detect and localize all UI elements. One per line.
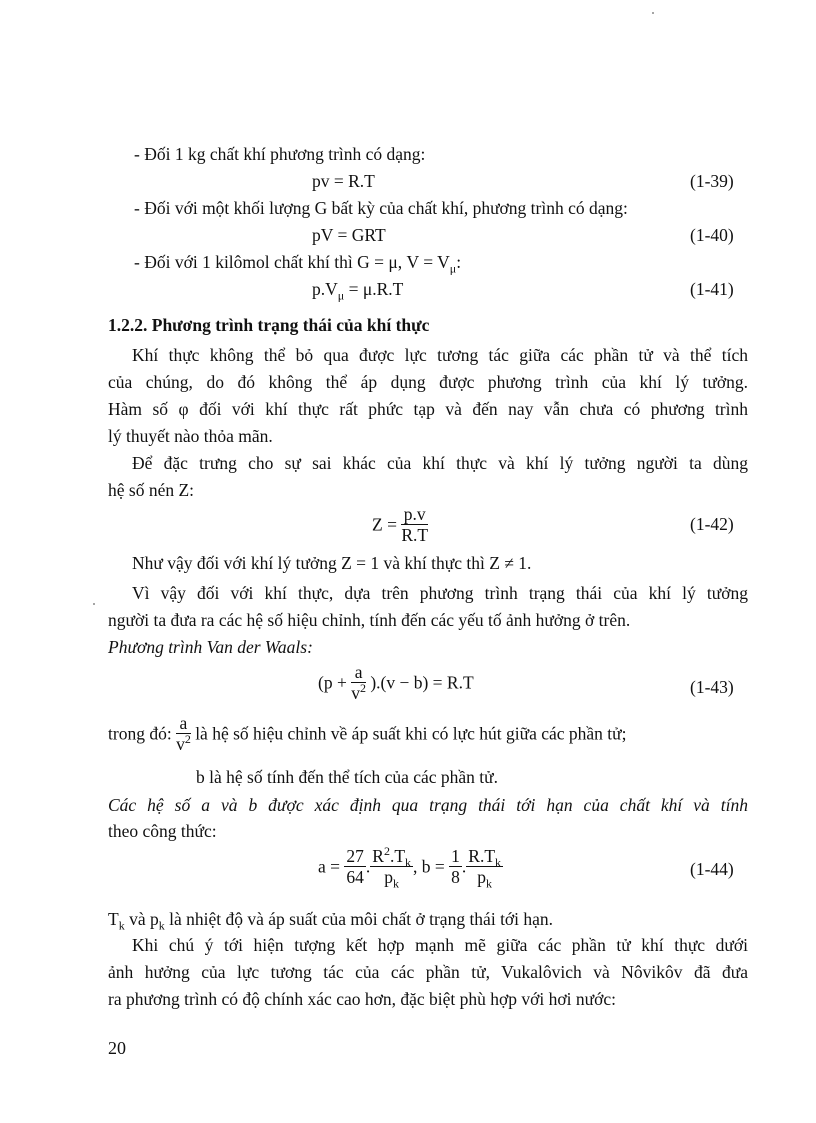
- equation-number: (1-41): [690, 279, 734, 299]
- paragraph-line: Hàm số φ đối với khí thực rất phức tạp và đến nay vẫn chưa có phương trình: [108, 399, 748, 419]
- paragraph: [108, 580, 748, 634]
- fraction: $\frac{1}{8}$: [451, 846, 460, 887]
- paragraph-line: Để đặc trưng cho sự sai khác của khí thực và khí lý tưởng người ta dùng: [132, 453, 748, 473]
- paragraph-line: ra phương trình có độ chính xác cao hơn, đặc biệt phù hợp với hơi nước:: [108, 989, 616, 1009]
- fraction: $\frac{a}{v^2}$: [351, 662, 366, 703]
- equation-1-43: (p + $\frac{a}{v^2}$ ).(v − b) = R.T: [318, 662, 474, 703]
- definition-line: b là hệ số tính đến thể tích của các phần tử.: [196, 767, 499, 787]
- paragraph-line: Khí thực không thể bỏ qua được lực tương tác giữa các phần tử và thể tích: [132, 345, 748, 365]
- text-line: $T_k$ và $p_k$ là nhiệt độ và áp suất của môi chất ở trạng thái tới hạn.: [108, 909, 554, 933]
- subsection-title: Phương trình Van der Waals:: [108, 637, 313, 657]
- text-line: - Đối 1 kg chất khí phương trình có dạng:: [134, 144, 426, 164]
- scan-speck: [652, 12, 654, 14]
- text-line: Như vậy đối với khí lý tưởng Z = 1 và khí thực thì Z ≠ 1.: [132, 553, 532, 573]
- equation-number: (1-40): [690, 225, 734, 245]
- equation-number: (1-44): [690, 859, 734, 879]
- equation-number: (1-43): [690, 677, 734, 697]
- fraction: $\frac{a}{v^2}$: [176, 713, 191, 754]
- paragraph-line: của chúng, do đó không thể áp dụng được phương trình của khí lý tưởng.: [108, 372, 748, 392]
- paragraph-line: lý thuyết nào thỏa mãn.: [108, 426, 273, 446]
- scan-speck: [93, 603, 95, 605]
- text-line: - Đối với một khối lượng G bất kỳ của chất khí, phương trình có dạng:: [134, 198, 628, 218]
- text-line: Các hệ số a và b được xác định qua trạng thái tới hạn của chất khí và tính: [108, 795, 748, 815]
- paragraph: [108, 450, 748, 504]
- section-heading: 1.2.2. Phương trình trạng thái của khí thực: [108, 315, 430, 335]
- equation-number: (1-39): [690, 171, 734, 191]
- fraction: $\frac{p.v}{R.T}$: [401, 504, 429, 545]
- paragraph-line: Vì vậy đối với khí thực, dựa trên phương trình trạng thái của khí lý tưởng: [132, 583, 748, 603]
- equation-1-44: a = $\frac{27}{64}$ . $\frac{R^2.T_k}{p_k}$ , b = $\frac{1}{8}$ . $\frac{R.T_k}{p_k}$: [318, 844, 502, 891]
- equation-number: (1-42): [690, 514, 734, 534]
- text-line: - Đối với 1 kilômol chất khí thì G = μ, $V = V_\mu$:: [134, 252, 462, 276]
- equation-1-41: $p.V_\mu = \mu.R.T$: [312, 279, 404, 303]
- paragraph-line: ảnh hưởng của lực tương tác của các phần tử, Vukalôvich và Nôvikôv đã đưa: [108, 962, 748, 982]
- text-line: theo công thức:: [108, 821, 217, 841]
- fraction: $\frac{R^2.T_k}{p_k}$: [372, 844, 412, 891]
- paragraph-line: Khi chú ý tới hiện tượng kết hợp mạnh mẽ giữa các phần tử khí thực dưới: [132, 935, 748, 955]
- equation-1-40: pV = GRT: [312, 225, 386, 245]
- paragraph: [108, 342, 748, 450]
- paragraph-line: người ta đưa ra các hệ số hiệu chỉnh, tính đến các yếu tố ảnh hưởng ở trên.: [108, 610, 631, 630]
- paragraph: [108, 932, 748, 1013]
- fraction: $\frac{27}{64}$: [346, 846, 364, 887]
- definition-line: trong đó: $\frac{a}{v^2}$ là hệ số hiệu chỉnh về áp suất khi có lực hút giữa các phần tử;: [108, 713, 627, 754]
- equation-1-39: pv = R.T: [312, 171, 375, 191]
- fraction: $\frac{R.T_k}{p_k}$: [468, 846, 502, 891]
- equation-1-42: Z = $\frac{p.v}{R.T}$: [372, 504, 429, 545]
- paragraph-line: hệ số nén Z:: [108, 480, 195, 500]
- page-number: 20: [108, 1038, 126, 1058]
